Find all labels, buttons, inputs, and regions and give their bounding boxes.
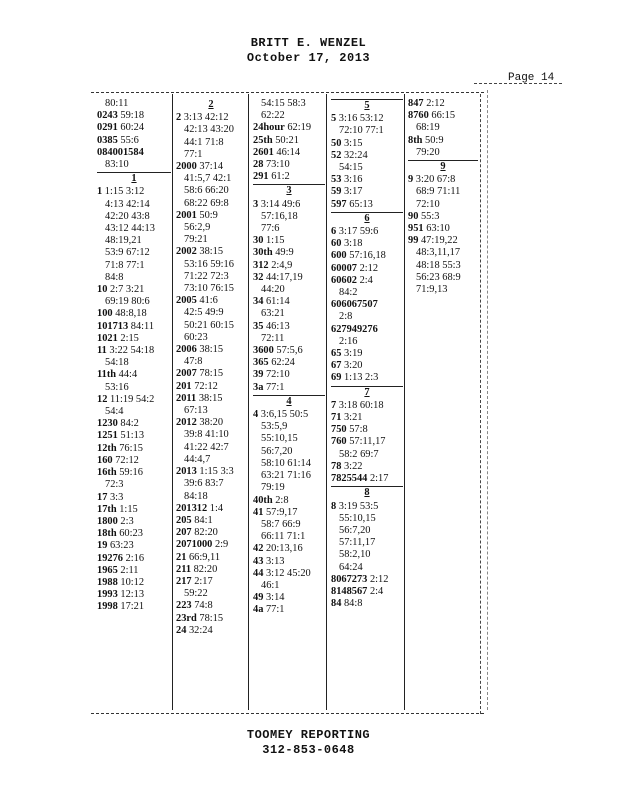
index-entry-continued: 83:10: [105, 159, 129, 171]
index-entry-continued: 2:16: [339, 335, 358, 347]
index-entry: 750 57:8: [331, 424, 368, 436]
index-entry-continued: 54:15 58:3: [261, 98, 306, 109]
index-entry: 597 65:13: [331, 198, 373, 210]
index-entry: 44 3:12 45:20: [253, 567, 311, 579]
index-entry-continued: 39:8 41:10: [184, 429, 229, 441]
index-entry-continued: 41:22 42:7: [184, 441, 229, 453]
index-entry-continued: 60:23: [184, 331, 208, 343]
reporter-phone: 312-853-0648: [262, 743, 355, 757]
index-entry: 760 57:11,17: [331, 436, 386, 448]
index-entry: 8067273 2:12: [331, 573, 389, 585]
index-entry: 43 3:13: [253, 555, 285, 567]
index-entry: 2601 46:14: [253, 146, 301, 158]
index-entry: 32 44:17,19: [253, 271, 303, 283]
index-entry-continued: 68:22 69:8: [184, 197, 229, 209]
margin-line: [487, 90, 488, 710]
index-entry-continued: 72:10 77:1: [339, 125, 384, 137]
index-entry-continued: 66:11 71:1: [261, 531, 306, 543]
index-column-5: [408, 98, 478, 296]
index-entry-continued: 2:8: [339, 311, 353, 323]
index-entry: 627949276: [331, 323, 378, 335]
index-entry: 99 47:19,22: [408, 235, 458, 247]
section-heading: 4: [253, 395, 325, 408]
index-entry: 201312 1:4: [176, 502, 224, 514]
index-entry-continued: 71:9,13: [416, 284, 448, 296]
index-entry: 606067507: [331, 299, 378, 311]
index-entry-continued: 53:16 59:16: [184, 258, 234, 270]
index-entry-continued: 58:6 66:20: [184, 185, 229, 197]
column-divider: [172, 94, 173, 710]
index-column-3: [253, 98, 325, 617]
index-entry-continued: 62:22: [261, 110, 285, 122]
index-entry-continued: 56:23 68:9: [416, 271, 461, 283]
index-entry-continued: 42:20 43:8: [105, 210, 150, 222]
index-entry-continued: 69:19 80:6: [105, 296, 150, 308]
index-entry: 35 46:13: [253, 320, 290, 332]
index-entry: 7825544 2:17: [331, 473, 389, 485]
index-entry: 2006 38:15: [176, 344, 224, 356]
index-entry-continued: 48:18 55:3: [416, 259, 461, 271]
index-entry: 1993 12:13: [97, 589, 145, 601]
index-entry: 365 62:24: [253, 357, 295, 369]
index-entry: 1988 10:12: [97, 576, 145, 588]
index-entry-continued: 58:2 69:7: [339, 448, 379, 460]
index-entry: 3 3:14 49:6: [253, 198, 301, 210]
witness-name: BRITT E. WENZEL: [250, 36, 367, 50]
index-entry: 10 2:7 3:21: [97, 284, 145, 296]
index-entry: 5 3:16 53:12: [331, 113, 384, 125]
index-entry: 2 3:13 42:12: [176, 112, 229, 124]
index-entry: 2005 41:6: [176, 295, 218, 307]
section-heading: 9: [408, 160, 478, 173]
index-entry: 2002 38:15: [176, 246, 224, 258]
index-entry: 60 3:18: [331, 238, 363, 250]
index-entry-continued: 44:20: [261, 284, 285, 296]
index-entry: 2007 78:15: [176, 368, 224, 380]
index-entry: 600 57:16,18: [331, 250, 386, 262]
index-entry-continued: 58:2,10: [339, 549, 371, 561]
index-entry: 52 32:24: [331, 149, 368, 161]
index-entry-continued: 43:12 44:13: [105, 223, 155, 235]
index-entry-continued: 64:24: [339, 561, 363, 573]
index-entry: 18th 60:23: [97, 528, 143, 540]
index-entry-continued: 4:13 42:14: [105, 198, 150, 210]
index-entry-continued: 68:9 71:11: [416, 186, 461, 198]
index-entry: 69 1:13 2:3: [331, 372, 379, 384]
index-entry: 1965 2:11: [97, 564, 139, 576]
index-entry: 217 2:17: [176, 575, 213, 587]
index-entry-continued: 56:7,20: [261, 445, 293, 457]
index-entry: 8760 66:15: [408, 110, 456, 122]
index-entry: 12th 76:15: [97, 442, 143, 454]
index-entry: 34 61:14: [253, 296, 290, 308]
index-entry: 28 73:10: [253, 159, 290, 171]
index-entry-continued: 59:22: [184, 588, 208, 600]
index-entry: 65 3:19: [331, 348, 363, 360]
section-heading: 2: [208, 99, 214, 110]
index-entry: 8148567 2:4: [331, 585, 384, 597]
index-entry: 951 63:10: [408, 223, 450, 235]
index-entry: 71 3:21: [331, 412, 363, 424]
index-entry-continued: 71:8 77:1: [105, 259, 145, 271]
index-entry: 78 3:22: [331, 460, 363, 472]
index-entry: 53 3:16: [331, 174, 363, 186]
index-entry: 160 72:12: [97, 454, 139, 466]
index-entry: 21 66:9,11: [176, 551, 221, 563]
index-entry: 42 20:13,16: [253, 543, 303, 555]
index-entry-continued: 84:8: [105, 271, 124, 283]
index-entry: 3600 57:5,6: [253, 345, 303, 357]
index-entry: 847 2:12: [408, 98, 445, 109]
reporter-name: TOOMEY REPORTING: [246, 728, 371, 742]
index-entry: 2071000 2:9: [176, 539, 229, 551]
index-entry: 11th 44:4: [97, 369, 138, 381]
index-column-1: [97, 98, 171, 614]
index-entry-continued: 55:10,15: [261, 433, 298, 445]
index-entry: 90 55:3: [408, 210, 440, 222]
index-entry: 50 3:15: [331, 137, 363, 149]
index-entry: 291 61:2: [253, 171, 290, 183]
index-entry-continued: 39:6 83:7: [184, 478, 224, 490]
index-entry-continued: 73:10 76:15: [184, 283, 234, 295]
index-entry: 23rd 78:15: [176, 612, 224, 624]
index-entry-continued: 46:1: [261, 579, 280, 591]
index-entry-continued: 53:9 67:12: [105, 247, 150, 259]
index-entry: 60007 2:12: [331, 262, 379, 274]
index-entry-continued: 58:10 61:14: [261, 457, 311, 469]
section-heading: 3: [253, 184, 325, 197]
index-entry: 1998 17:21: [97, 601, 145, 613]
index-entry-continued: 54:18: [105, 357, 129, 369]
index-entry: 8th 50:9: [408, 134, 444, 146]
index-entry-continued: 63:21 71:16: [261, 470, 311, 482]
index-entry-continued: 48:3,11,17: [416, 247, 461, 259]
index-entry: 211 82:20: [176, 563, 218, 575]
index-entry: 24hour 62:19: [253, 122, 312, 134]
index-entry-continued: 57:11,17: [339, 537, 376, 549]
index-entry: 207 82:20: [176, 527, 218, 539]
index-column-4: [331, 98, 403, 610]
index-entry: 30 1:15: [253, 235, 285, 247]
section-heading: 1: [97, 172, 171, 185]
index-entry-continued: 80:11: [105, 98, 129, 109]
index-entry: 17 3:3: [97, 491, 124, 503]
index-entry-continued: 48:19,21: [105, 235, 142, 247]
index-entry: 11 3:22 54:18: [97, 345, 155, 357]
index-entry: 201 72:12: [176, 380, 218, 392]
index-entry-continued: 84:18: [184, 490, 208, 502]
index-entry: 1251 51:13: [97, 430, 145, 442]
index-entry: 60602 2:4: [331, 274, 373, 286]
index-entry: 19 63:23: [97, 540, 134, 552]
index-entry: 6 3:17 59:6: [331, 226, 379, 238]
index-entry: 84 84:8: [331, 598, 363, 610]
index-entry: 39 72:10: [253, 369, 290, 381]
index-entry: 59 3:17: [331, 186, 363, 198]
index-entry-continued: 71:22 72:3: [184, 270, 229, 282]
index-entry: 2013 1:15 3:3: [176, 466, 234, 478]
index-entry: 67 3:20: [331, 360, 363, 372]
index-entry: 1 1:15 3:12: [97, 186, 145, 198]
index-entry: 1230 84:2: [97, 418, 139, 430]
index-entry-continued: 67:13: [184, 405, 208, 417]
index-entry: 17th 1:15: [97, 503, 138, 515]
index-entry-continued: 41:5,7 42:1: [184, 173, 232, 185]
index-entry: 101713 84:11: [97, 320, 155, 332]
index-entry-continued: 68:19: [416, 122, 440, 134]
index-entry-continued: 55:10,15: [339, 512, 376, 524]
column-divider: [248, 94, 249, 710]
index-entry-continued: 53:5,9: [261, 421, 288, 433]
index-entry-continued: 44:4,7: [184, 453, 211, 465]
index-entry: 0385 55:6: [97, 134, 139, 146]
section-heading: 5: [331, 99, 403, 112]
index-entry-continued: 54:15: [339, 162, 363, 174]
index-entry-continued: 84:2: [339, 287, 358, 299]
index-entry: 0243 59:18: [97, 110, 145, 122]
index-entry: 2011 38:15: [176, 392, 223, 404]
index-entry: 40th 2:8: [253, 494, 289, 506]
index-entry: 3a 77:1: [253, 381, 285, 393]
index-entry-continued: 50:21 60:15: [184, 319, 234, 331]
index-entry: 16th 59:16: [97, 467, 143, 479]
index-entry: 1800 2:3: [97, 515, 134, 527]
index-entry-continued: 72:3: [105, 479, 124, 491]
index-entry-continued: 54:4: [105, 406, 124, 418]
index-entry-continued: 53:16: [105, 381, 129, 393]
index-entry-continued: 77:6: [261, 223, 280, 235]
index-entry: 25th 50:21: [253, 134, 299, 146]
index-entry: 8 3:19 53:5: [331, 500, 379, 512]
index-entry-continued: 72:10: [416, 198, 440, 210]
section-heading: 7: [331, 386, 403, 399]
index-entry-continued: 42:13 43:20: [184, 124, 234, 136]
index-entry-continued: 47:8: [184, 356, 203, 368]
index-entry: 2001 50:9: [176, 209, 218, 221]
index-entry-continued: 77:1: [184, 148, 203, 160]
index-entry: 2000 37:14: [176, 161, 224, 173]
index-entry: 12 11:19 54:2: [97, 393, 155, 405]
index-entry: 4 3:6,15 50:5: [253, 409, 309, 421]
index-entry: 205 84:1: [176, 514, 213, 526]
index-entry-continued: 56:2,9: [184, 222, 211, 234]
index-entry: 7 3:18 60:18: [331, 399, 384, 411]
index-entry: 30th 49:9: [253, 247, 294, 259]
index-entry-continued: 42:5 49:9: [184, 307, 224, 319]
index-entry-continued: 72:11: [261, 332, 285, 344]
margin-line: [480, 94, 481, 714]
index-entry-continued: 58:7 66:9: [261, 518, 301, 530]
index-entry: 223 74:8: [176, 600, 213, 612]
section-heading: 8: [331, 486, 403, 499]
index-entry-continued: 63:21: [261, 308, 285, 320]
index-entry-continued: 79:19: [261, 482, 285, 494]
index-entry-continued: 79:21: [184, 234, 208, 246]
page-label: Page 14: [508, 72, 555, 84]
index-entry: 24 32:24: [176, 624, 213, 636]
index-entry: 41 57:9,17: [253, 506, 298, 518]
index-entry: 4a 77:1: [253, 604, 285, 616]
index-entry: 9 3:20 67:8: [408, 174, 456, 186]
index-entry: 312 2:4,9: [253, 259, 293, 271]
section-heading: 6: [331, 212, 403, 225]
index-entry: 100 48:8,18: [97, 308, 147, 320]
deposition-date: October 17, 2013: [246, 51, 371, 65]
index-entry: 19276 2:16: [97, 552, 145, 564]
index-entry: 0291 60:24: [97, 122, 145, 134]
index-entry-continued: 56:7,20: [339, 524, 371, 536]
index-entry-continued: 79:20: [416, 146, 440, 158]
index-entry: 2012 38:20: [176, 417, 224, 429]
index-column-2: [176, 98, 246, 637]
index-entry-continued: 57:16,18: [261, 210, 298, 222]
index-entry: 084001584: [97, 146, 144, 158]
column-divider: [326, 94, 327, 710]
column-divider: [404, 94, 405, 710]
index-entry: 49 3:14: [253, 592, 285, 604]
index-entry-continued: 44:1 71:8: [184, 136, 224, 148]
index-entry: 1021 2:15: [97, 332, 139, 344]
